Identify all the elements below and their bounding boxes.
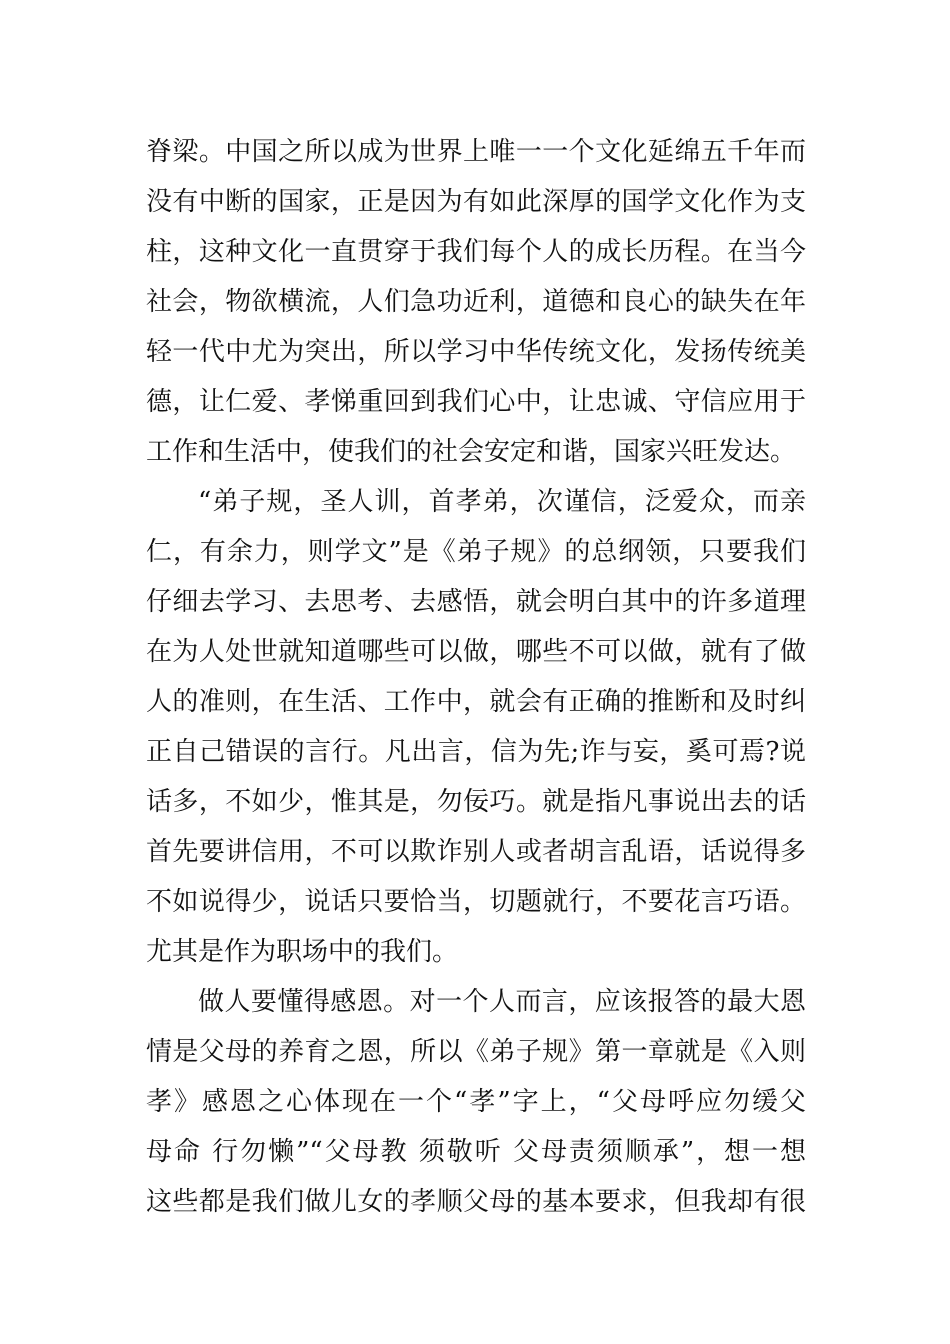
text-line: 情是父母的养育之恩，所以《弟子规》第一章就是《入则 xyxy=(146,1037,806,1067)
paragraph-1 xyxy=(146,127,806,477)
text-line: 母命 行勿懒”“父母教 须敬听 父母责须顺承”，想一想 xyxy=(146,1137,806,1167)
text-line: 仔细去学习、去思考、去感悟，就会明白其中的许多道理 xyxy=(146,587,806,617)
text-line: “弟子规，圣人训，首孝弟，次谨信，泛爱众，而亲 xyxy=(198,487,806,517)
paragraph-2 xyxy=(146,477,806,977)
text-line: 社会，物欲横流，人们急功近利，道德和良心的缺失在年 xyxy=(146,287,806,317)
document-page xyxy=(146,127,806,1227)
text-line: 轻一代中尤为突出，所以学习中华传统文化，发扬传统美 xyxy=(146,337,806,367)
text-line: 在为人处世就知道哪些可以做，哪些不可以做，就有了做 xyxy=(146,637,806,667)
text-line: 话多，不如少，惟其是，勿佞巧。就是指凡事说出去的话 xyxy=(146,787,806,817)
text-line: 做人要懂得感恩。对一个人而言，应该报答的最大恩 xyxy=(198,987,806,1017)
text-line: 这些都是我们做儿女的孝顺父母的基本要求，但我却有很 xyxy=(146,1187,806,1217)
text-line: 正自己错误的言行。凡出言，信为先;诈与妄，奚可焉?说 xyxy=(146,737,806,767)
paragraph-3 xyxy=(146,977,806,1227)
text-line: 脊梁。中国之所以成为世界上唯一一个文化延绵五千年而 xyxy=(146,137,806,167)
text-line: 仁，有余力，则学文”是《弟子规》的总纲领，只要我们 xyxy=(146,537,806,567)
text-line: 工作和生活中，使我们的社会安定和谐，国家兴旺发达。 xyxy=(146,437,797,467)
text-line: 没有中断的国家，正是因为有如此深厚的国学文化作为支 xyxy=(146,187,806,217)
text-line: 不如说得少，说话只要恰当，切题就行，不要花言巧语。 xyxy=(146,887,806,917)
text-line: 人的准则，在生活、工作中，就会有正确的推断和及时纠 xyxy=(146,687,806,717)
text-line: 德，让仁爱、孝悌重回到我们心中，让忠诚、守信应用于 xyxy=(146,387,806,417)
text-line: 尤其是作为职场中的我们。 xyxy=(146,937,459,967)
text-line: 柱，这种文化一直贯穿于我们每个人的成长历程。在当今 xyxy=(146,237,806,267)
text-line: 孝》感恩之心体现在一个“孝”字上，“父母呼应勿缓父 xyxy=(146,1087,806,1117)
text-line: 首先要讲信用，不可以欺诈别人或者胡言乱语，话说得多 xyxy=(146,837,806,867)
